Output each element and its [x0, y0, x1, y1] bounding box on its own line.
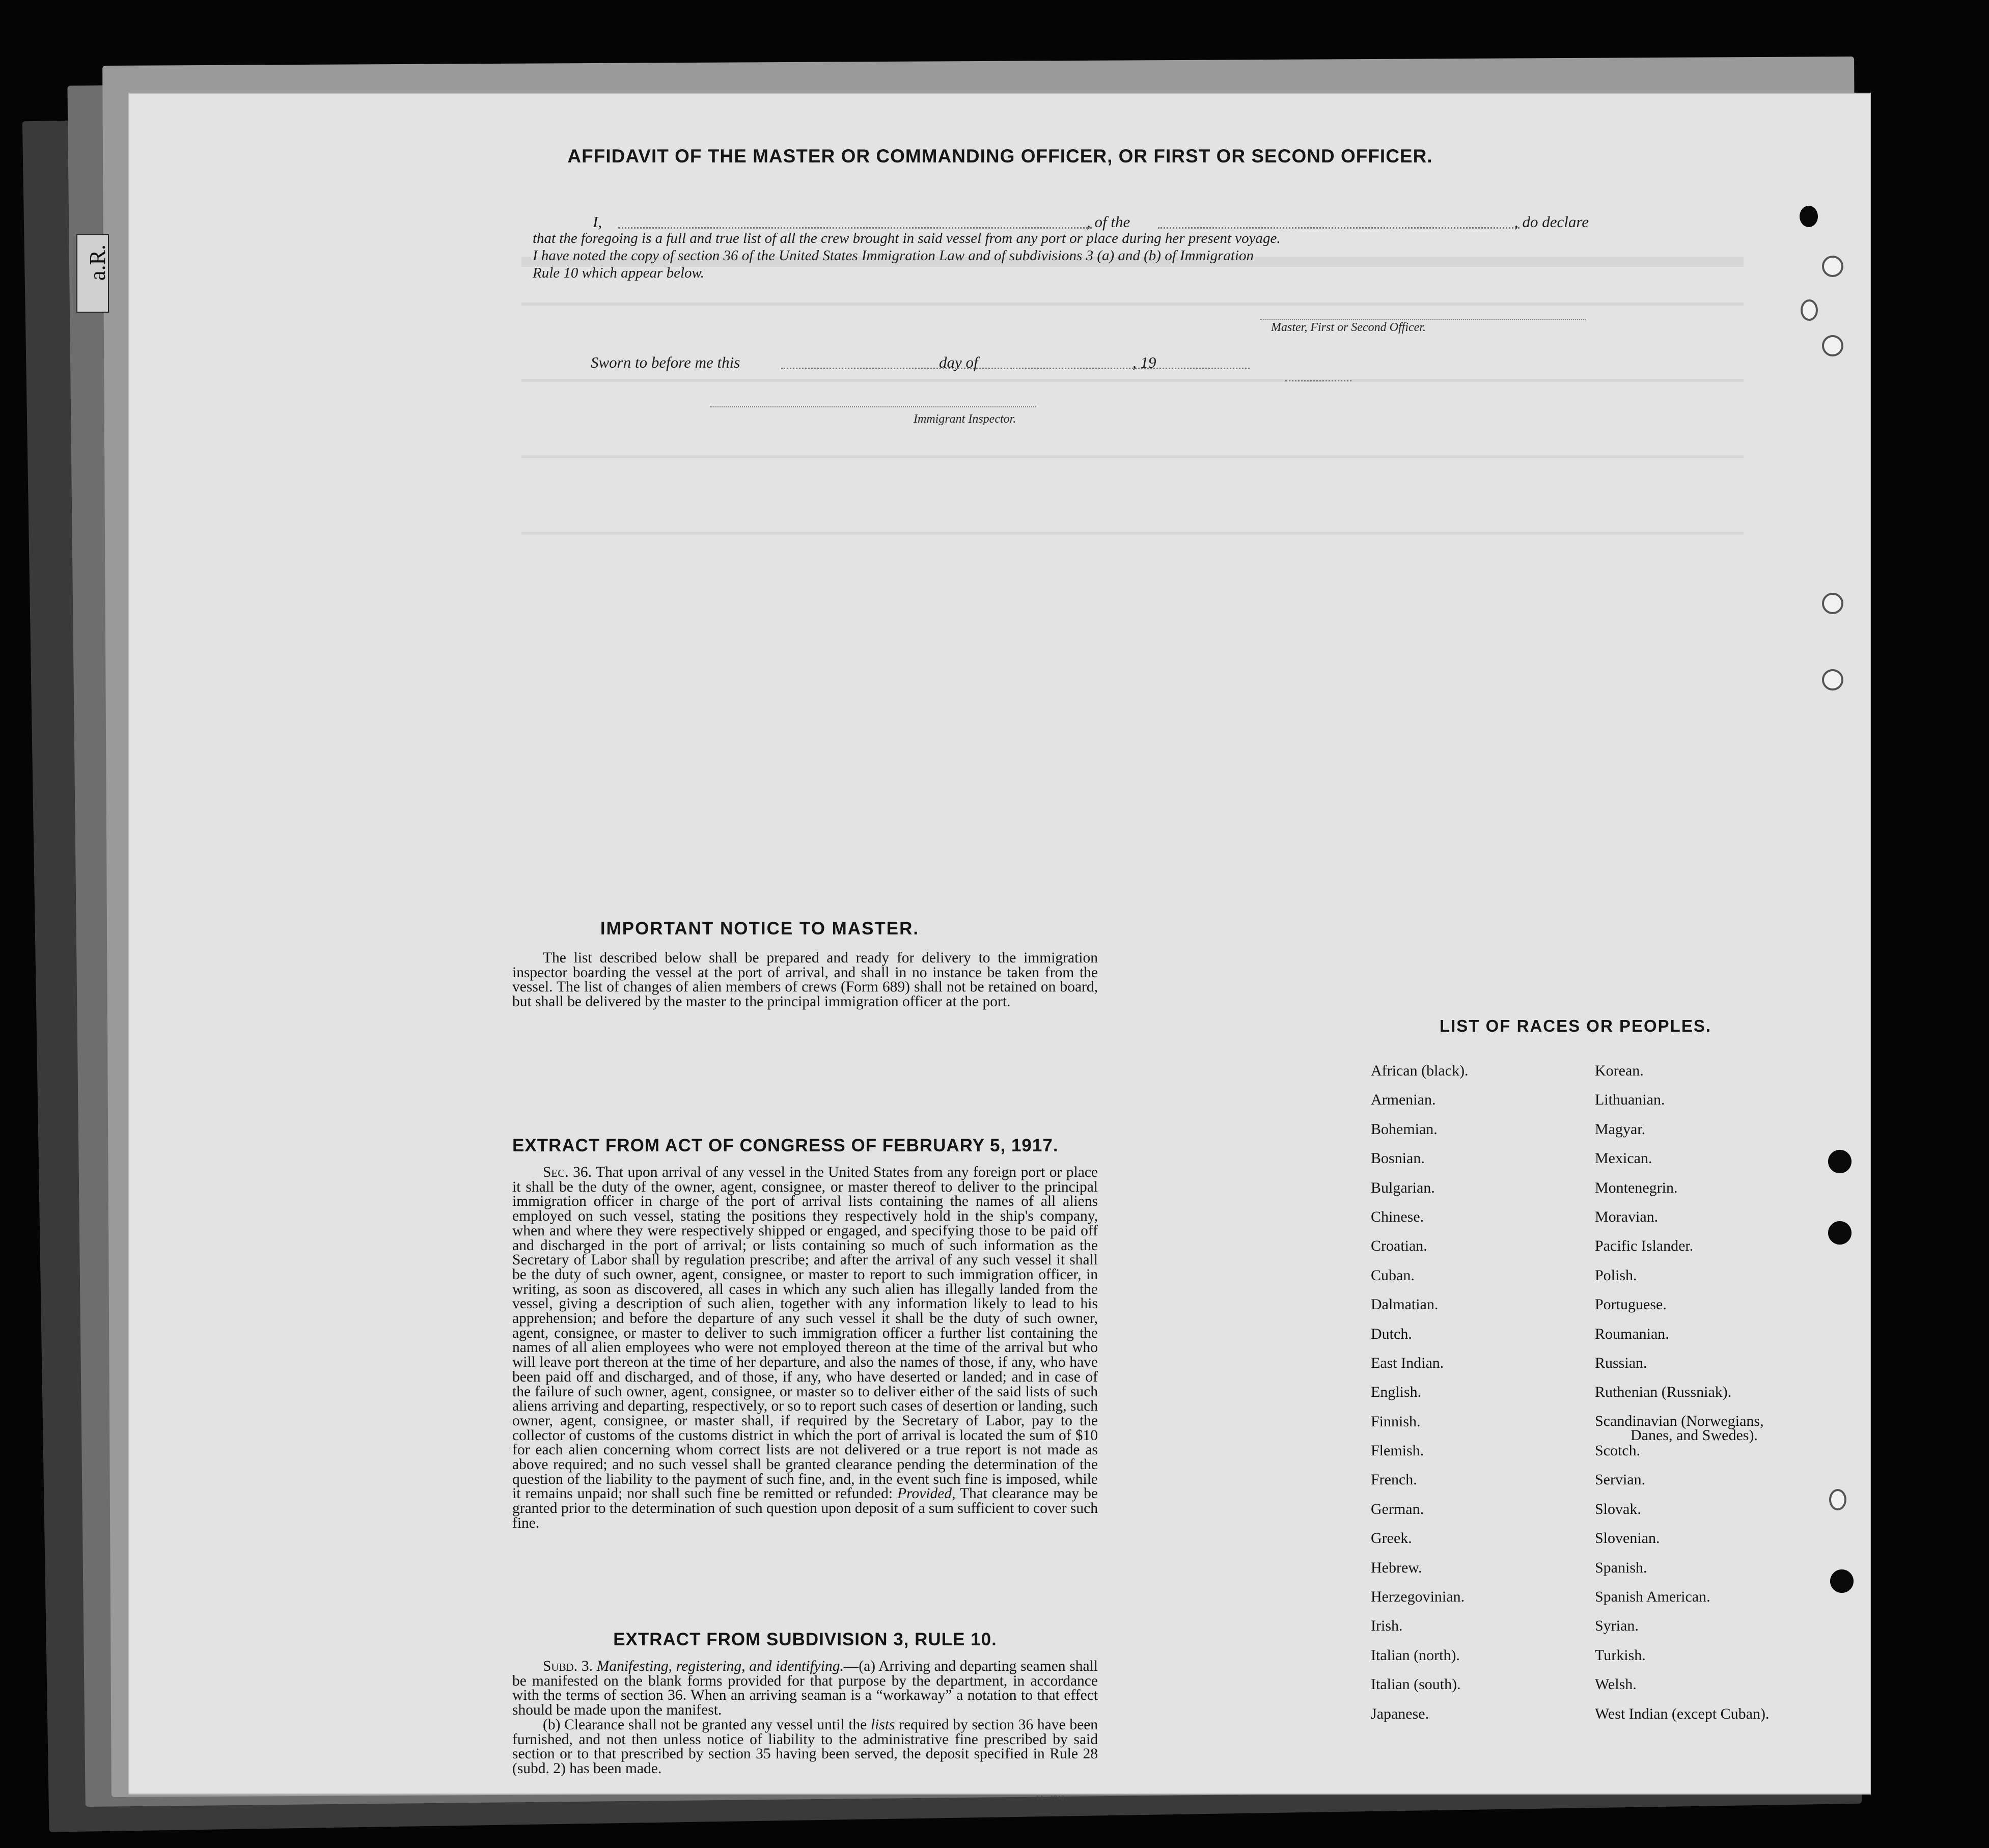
binder-hole-icon: [1822, 256, 1843, 277]
race-item: Armenian.: [1371, 1091, 1436, 1109]
officer-name-line[interactable]: [618, 227, 1092, 229]
race-item: French.: [1371, 1471, 1417, 1488]
race-item: West Indian (except Cuban).: [1595, 1705, 1770, 1722]
binder-hole-icon: [1822, 335, 1843, 356]
subd-a-label: —(a): [843, 1658, 876, 1674]
race-item: Korean.: [1595, 1062, 1644, 1079]
master-signature-caption: Master, First or Second Officer.: [1271, 321, 1426, 334]
sworn-year-line[interactable]: [1285, 380, 1351, 381]
binder-hole-icon: [1822, 593, 1843, 614]
race-item: Portuguese.: [1595, 1296, 1667, 1313]
notice-title: IMPORTANT NOTICE TO MASTER.: [600, 919, 920, 939]
race-item: Scotch.: [1595, 1442, 1641, 1459]
section-36-body-end: That clearance may be granted prior to the determination of such question upon deposit of a sum sufficient to cover such fine.: [512, 1485, 1098, 1531]
race-item: Greek.: [1371, 1530, 1412, 1547]
binder-hole-icon: [1830, 1569, 1854, 1593]
race-item: Mexican.: [1595, 1150, 1652, 1167]
subd-b-lists: lists: [870, 1716, 895, 1733]
binder-hole-icon: [1801, 299, 1818, 321]
inspector-signature-line[interactable]: [710, 406, 1036, 407]
subd-b-body-1: Clearance shall not be granted any vessel until the: [564, 1716, 867, 1733]
bleed-through-lines: [521, 226, 1744, 583]
race-item: Italian (south).: [1371, 1676, 1461, 1693]
section-36-label: Sec. 36.: [543, 1164, 592, 1180]
race-item: English.: [1371, 1384, 1422, 1401]
master-signature-line[interactable]: [1260, 319, 1586, 320]
year-label: , 19: [1132, 353, 1156, 371]
race-item: Bohemian.: [1371, 1120, 1438, 1138]
race-item: Moravian.: [1595, 1208, 1659, 1225]
subd-3-label: Subd. 3.: [543, 1658, 593, 1674]
affidavit-line-2: that the foregoing is a full and true list of all the crew brought in said vessel from any port or place during her present voyage.: [533, 230, 1281, 246]
races-title: LIST OF RACES OR PEOPLES.: [1439, 1016, 1712, 1035]
affidavit-of-the-label: , of the: [1087, 213, 1130, 231]
extract-act-title: EXTRACT FROM ACT OF CONGRESS OF FEBRUARY 5, 1917.: [512, 1136, 1059, 1155]
affidavit-declare-label: , do declare: [1514, 213, 1589, 231]
race-item: Bulgarian.: [1371, 1179, 1435, 1196]
binder-hole-icon: [1828, 1150, 1852, 1173]
margin-tab: [76, 234, 109, 313]
race-item: East Indian.: [1371, 1354, 1444, 1371]
affidavit-line-4: Rule 10 which appear below.: [533, 265, 704, 281]
race-item: Irish.: [1371, 1617, 1403, 1635]
binder-hole-icon: [1822, 669, 1843, 691]
document-page: [128, 93, 1871, 1802]
race-item: Italian (north).: [1371, 1646, 1460, 1664]
race-item: Roumanian.: [1595, 1325, 1669, 1342]
subd-b-body-2: required by section 36 have been furnished, and not then unless notice of liability to the administrative fine prescribed by said section or to that prescribed by section 35 having been served, the deposit specified in Rule 28 (subd. 2) has been made.: [512, 1716, 1098, 1777]
margin-tab-label: a.R.: [85, 244, 110, 281]
notice-body: The list described below shall be prepared and ready for delivery to the immigration inspector boarding the vessel at the port of arrival, and shall in no instance be taken from the vessel. The list of changes of alien members of crews (Form 689) shall not be retained on board, but shall be delivered by the master to the principal immigration officer at the port.: [512, 950, 1098, 1010]
notice-paragraph: [512, 951, 1098, 1009]
binder-hole-icon: [1828, 1221, 1852, 1245]
binder-hole-icon: [1800, 206, 1818, 227]
race-item: Spanish American.: [1595, 1588, 1710, 1606]
race-item: Servian.: [1595, 1471, 1646, 1488]
vessel-name-line[interactable]: [1158, 227, 1520, 229]
race-item: Bosnian.: [1371, 1150, 1425, 1167]
sworn-label: Sworn to before me this: [591, 353, 740, 371]
rule-10-paragraph: [512, 1659, 1098, 1776]
affidavit-line-3: I have noted the copy of section 36 of the United States Immigration Law and of subdivisions 3 (a) and (b) of Immigration: [533, 247, 1254, 264]
section-36-paragraph: [512, 1165, 1098, 1531]
race-item: Chinese.: [1371, 1208, 1424, 1225]
sworn-month-line[interactable]: [1010, 368, 1250, 369]
subd-a-body: Arriving and departing seamen shall be manifested on the blank forms provided for that purpose by the department, in accordance with the terms of section 36. When an arriving seaman is a “workaway” a notation to that effect should be made upon the manifest.: [512, 1658, 1098, 1719]
races-column-2: [1595, 1063, 1769, 1735]
race-item: Flemish.: [1371, 1442, 1424, 1459]
affidavit-title: AFFIDAVIT OF THE MASTER OR COMMANDING OFFICER, OR FIRST OR SECOND OFFICER.: [567, 146, 1433, 167]
race-item: German.: [1371, 1500, 1424, 1518]
inspector-signature-caption: Immigrant Inspector.: [914, 412, 1016, 426]
race-item: Pacific Islander.: [1595, 1237, 1694, 1255]
race-item: Montenegrin.: [1595, 1179, 1678, 1196]
race-item: Ruthenian (Russniak).: [1595, 1384, 1732, 1401]
race-item: Magyar.: [1595, 1120, 1646, 1138]
race-item: Slovak.: [1595, 1500, 1641, 1518]
race-item: Herzegovinian.: [1371, 1588, 1465, 1606]
race-item: Hebrew.: [1371, 1559, 1422, 1576]
race-item-scandinavian: [1595, 1414, 1769, 1443]
race-item: Spanish.: [1595, 1559, 1647, 1576]
subd-3-heading: Manifesting, registering, and identifying.: [596, 1658, 844, 1674]
section-36-body: That upon arrival of any vessel in the United States from any foreign port or place it shall be the duty of the owner, agent, consignee, or master thereof to deliver to the principal immigration officer in charge of the port of arrival lists containing the names of all aliens employed on such vessel, stating the positions they respectively hold in the ship's company, when and where they were respectively shipped or engaged, and specifying those to be paid off and discharged in the port of arrival; or lists containing so much of such information as the Secretary of Labor shall by regulation prescribe; and after the arrival of any such vessel it shall be the duty of such owner, agent, consignee, or master to report to such immigration officer, in writing, as soon as discovered, all cases in which any such alien has illegally landed from the vessel, giving a description of such alien, together with any information likely to lead to his apprehension; and before the departure of any such vessel it shall be the duty of such owner, agent, consignee, or master to deliver to such immigration officer a further list containing the names of all alien employees who were not employed thereon at the time of the arrival but who will leave port thereon at the time of her departure, and also the names of those, if any, who have been paid off and discharged, and of those, if any, who have deserted or landed; and in case of the failure of such owner, agent, consignee, or master so to deliver either of the said lists of such aliens arriving and departing, respectively, or so to report such cases of desertion or landing, such owner, agent, consignee, or master shall, if required by the Secretary of Labor, pay to the collector of customs of the customs district in which the port of arrival is located the sum of $10 for each alien concerning whom correct lists are not delivered or a true report is not made as above required; and no such vessel shall be granted clearance pending the determination of the question of the liability to the payment of such fine, and, in the event such fine is imposed, while it remains unpaid; nor shall such fine be remitted or refunded:: [512, 1164, 1098, 1502]
provided-term: Provided,: [897, 1485, 956, 1502]
race-item: Finnish.: [1371, 1413, 1421, 1430]
form-number: 14—1840: [1036, 1795, 1064, 1802]
race-item: Russian.: [1595, 1354, 1647, 1371]
extract-rule-title: EXTRACT FROM SUBDIVISION 3, RULE 10.: [613, 1630, 997, 1649]
affidavit-i-label: I,: [593, 213, 602, 231]
race-item-line: Danes, and Swedes).: [1631, 1426, 1758, 1444]
subd-b-label: (b): [543, 1716, 561, 1733]
race-item: Polish.: [1595, 1266, 1637, 1284]
race-item: Lithuanian.: [1595, 1091, 1665, 1109]
binder-hole-icon: [1829, 1489, 1846, 1510]
race-item: Dutch.: [1371, 1325, 1412, 1342]
day-of-label: day of: [939, 353, 978, 371]
race-item: Slovenian.: [1595, 1530, 1660, 1547]
race-item: African (black).: [1371, 1062, 1469, 1079]
race-item: Syrian.: [1595, 1617, 1639, 1635]
race-item: Dalmatian.: [1371, 1296, 1439, 1313]
race-item: Turkish.: [1595, 1646, 1646, 1664]
race-item: Croatian.: [1371, 1237, 1427, 1255]
races-column-1: [1371, 1063, 1469, 1735]
race-item-line: Scandinavian (Norwegians,: [1595, 1412, 1764, 1429]
race-item: Welsh.: [1595, 1676, 1637, 1693]
race-item: Japanese.: [1371, 1705, 1429, 1722]
race-item: Cuban.: [1371, 1266, 1415, 1284]
